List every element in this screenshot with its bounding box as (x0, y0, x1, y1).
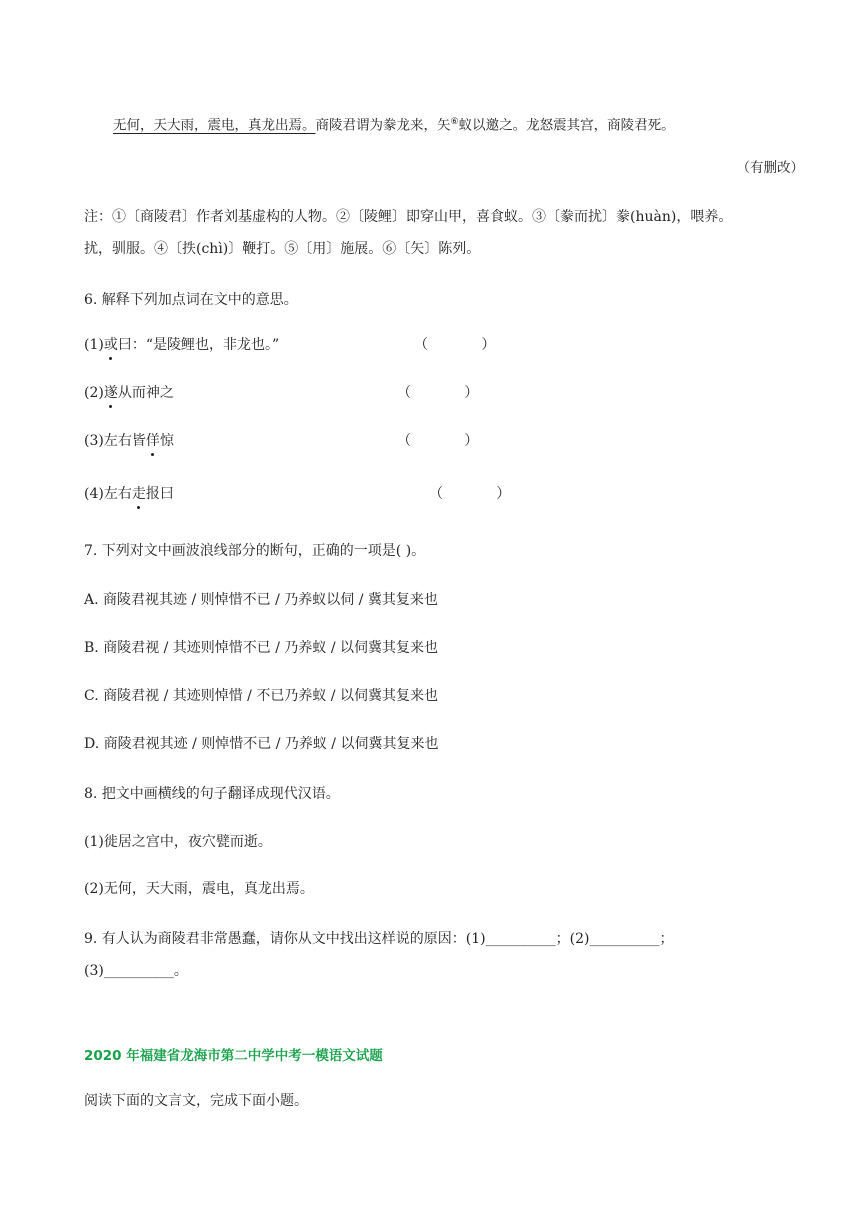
q8-item-2: (2)无何，天大雨，震电，真龙出焉。 (84, 881, 314, 897)
answer-blank-3[interactable]: （ ） (397, 433, 479, 449)
notes-line-1: 注：①〔商陵君〕作者刘基虚构的人物。②〔陵鲤〕即穿山甲，喜食蚁。③〔豢而扰〕豢(huàn)，喂养。 (84, 209, 733, 225)
item-number: (2) (84, 385, 104, 401)
q6-item-1 (84, 335, 279, 355)
passage-text: 商陵君谓为豢龙来，矢 (315, 117, 451, 134)
q7-option-d[interactable]: D. 商陵君视其迹 / 则悼惜不已 / 乃养蚁 / 以伺冀其复来也 (84, 736, 439, 752)
item-text: 惊 (159, 433, 174, 449)
footnote-marker: ⑥ (450, 117, 459, 127)
dotted-word: 佯 (145, 433, 160, 449)
q6-item-4 (84, 484, 174, 504)
passage-line (113, 112, 675, 136)
question-9-line-1: 9. 有人认为商陵君非常愚蠢，请你从文中找出这样说的原因：(1)__________；(2)__________； (84, 931, 674, 947)
q6-item-3 (84, 431, 174, 451)
dotted-word: 走 (131, 486, 146, 502)
question-8-stem: 8. 把文中画横线的句子翻译成现代汉语。 (84, 786, 340, 802)
q7-option-c[interactable]: C. 商陵君视 / 其迹则悼惜 / 不已乃养蚁 / 以伺冀其复来也 (84, 688, 438, 704)
passage-text-end: 蚁以邀之。龙怒震其宫，商陵君死。 (458, 117, 675, 134)
question-9-line-2: (3)__________。 (84, 963, 188, 979)
answer-blank-1[interactable]: （ ） (414, 337, 496, 353)
answer-blank-2[interactable]: （ ） (397, 385, 479, 401)
q7-option-b[interactable]: B. 商陵君视 / 其迹则悼惜不已 / 乃养蚁 / 以伺冀其复来也 (84, 640, 439, 656)
q7-option-a[interactable]: A. 商陵君视其迹 / 则悼惜不已 / 乃养蚁以伺 / 冀其复来也 (84, 592, 438, 608)
q8-item-1: (1)徙居之宫中，夜穴甓而逝。 (84, 834, 272, 850)
section-heading: 2020 年福建省龙海市第二中学中考一模语文试题 (84, 1048, 383, 1064)
question-6-stem: 6. 解释下列加点词在文中的意思。 (84, 292, 298, 308)
underlined-sentence: 无何，天大雨，震电，真龙出焉。 (113, 117, 316, 134)
item-text: 报曰 (145, 486, 174, 502)
section-instruction: 阅读下面的文言文，完成下面小题。 (84, 1093, 308, 1109)
answer-blank-4[interactable]: （ ） (429, 486, 511, 502)
item-number: (3)左右皆 (84, 433, 146, 449)
notes-line-2: 扰，驯服。④〔抶(chì)〕鞭打。⑤〔用〕施展。⑥〔矢〕陈列。 (84, 241, 481, 257)
item-text: 从而神之 (117, 385, 174, 401)
item-number: (4)左右 (84, 486, 132, 502)
q6-item-2 (84, 383, 174, 403)
item-text: 曰：“是陵鲤也，非龙也。” (117, 337, 280, 353)
dotted-word: 或 (103, 337, 118, 353)
dotted-word: 遂 (103, 385, 118, 401)
question-7-stem: 7. 下列对文中画波浪线部分的断句，正确的一项是( )。 (84, 543, 426, 559)
source-note: （有删改） (736, 160, 804, 176)
item-number: (1) (84, 337, 104, 353)
